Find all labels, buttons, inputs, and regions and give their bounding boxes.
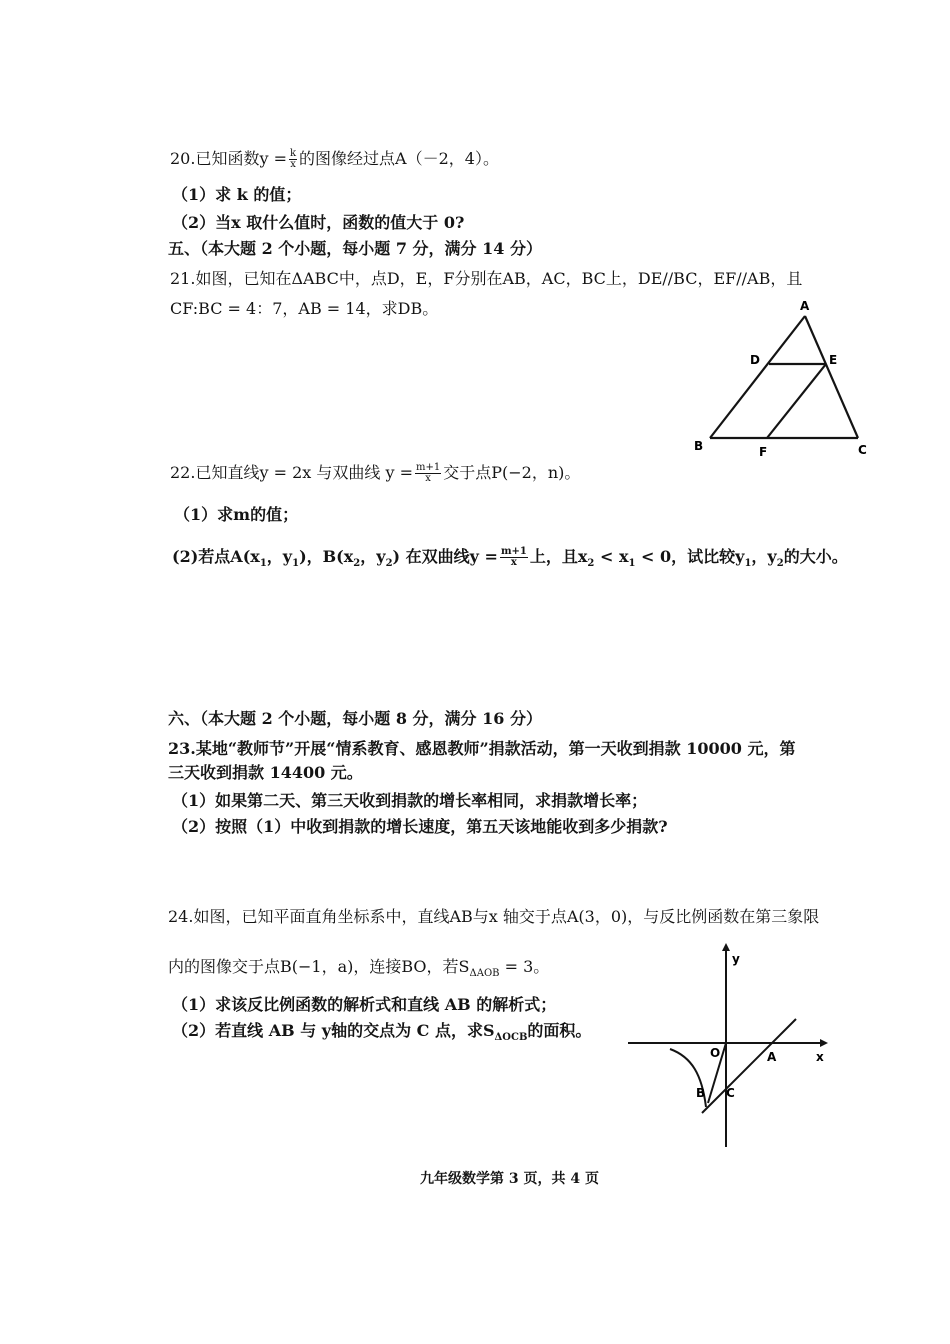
q22-sub1: （1）求m的值； — [174, 505, 299, 524]
q23-sub2: （2）按照（1）中收到捐款的增长速度，第五天该地能收到多少捐款? — [172, 817, 668, 836]
q23-line2: 三天收到捐款 14400 元。 — [168, 763, 363, 782]
q20-sub1: （1）求 k 的值； — [172, 185, 302, 204]
label-y: y — [732, 952, 740, 966]
label-a: A — [767, 1050, 777, 1064]
q22-sub2 — [172, 546, 848, 575]
q22-sub2-part: ，y — [751, 547, 777, 566]
subscript: 2 — [587, 558, 595, 570]
q21-triangle-figure — [680, 298, 880, 463]
subscript: 1 — [744, 558, 752, 570]
subscript: ΔAOB — [469, 968, 500, 980]
label-x: x — [816, 1050, 824, 1064]
x-axis-arrow-icon — [820, 1039, 828, 1047]
q22-sub2-part: (2)若点A — [172, 547, 243, 566]
q20-text-post: 的图像经过点A（－2，4）。 — [299, 149, 499, 168]
q24-line2-part: 内的图像交于点B(−1，a)，连接BO，若S — [168, 957, 470, 976]
q20-stem — [170, 148, 499, 170]
fraction-denominator: x — [290, 159, 296, 170]
q20-text-pre: 20.已知函数y = — [170, 149, 287, 168]
q22-stem — [170, 462, 580, 484]
fraction-denominator: x — [425, 473, 431, 484]
fraction-k-over-x — [289, 149, 297, 170]
q21-line2: CF:BC = 4：7，AB = 14，求DB。 — [170, 299, 439, 318]
label-c: C — [726, 1086, 735, 1100]
q22-sub2-part: ，y — [266, 547, 293, 566]
fraction-numerator: m+1 — [500, 546, 527, 557]
q24-line2-part: = 3。 — [499, 957, 550, 976]
subscript: 2 — [776, 558, 784, 570]
q22-sub2-part: 的大小。 — [783, 547, 848, 566]
fraction-m-plus-1-over-x — [415, 463, 441, 484]
fraction-denominator: x — [510, 557, 517, 568]
subscript: 1 — [292, 558, 300, 570]
q22-text-pre: 22.已知直线y = 2x 与双曲线 y = — [170, 463, 413, 482]
q24-line1: 24.如图，已知平面直角坐标系中，直线AB与x 轴交于点A(3，0)，与反比例函数在第三象限 — [168, 907, 820, 926]
q24-sub2-part: 的面积。 — [527, 1021, 592, 1040]
q22-sub2-part: ，y — [360, 547, 386, 566]
label-c: C — [858, 443, 867, 457]
q20-sub2: （2）当x 取什么值时，函数的值大于 0? — [172, 213, 465, 232]
segment-ef — [767, 364, 826, 438]
q22-sub2-part: ) 在双曲线y = — [392, 547, 498, 566]
section-6-heading: 六、（本大题 2 个小题，每小题 8 分，满分 16 分） — [168, 709, 542, 728]
q22-sub2-part: )，B(x — [299, 547, 354, 566]
subscript: 2 — [385, 558, 393, 570]
label-o: O — [710, 1046, 721, 1060]
q24-coordinate-figure — [620, 935, 840, 1155]
q21-line1: 21.如图，已知在ΔABC中，点D，E，F分别在AB，AC，BC上，DE//BC，EF//AB，且 — [170, 269, 803, 288]
subscript: 2 — [353, 558, 361, 570]
y-axis-arrow-icon — [722, 943, 730, 951]
q22-sub2-part: < 0，试比较y — [635, 547, 745, 566]
subscript: 1 — [628, 558, 636, 570]
label-d: D — [750, 353, 760, 367]
side-ab — [710, 316, 805, 438]
label-f: F — [759, 445, 768, 459]
q23-sub1: （1）如果第二天、第三天收到捐款的增长率相同，求捐款增长率； — [172, 791, 648, 810]
section-5-heading: 五、（本大题 2 个小题，每小题 7 分，满分 14 分） — [168, 239, 542, 258]
label-b: B — [696, 1086, 706, 1100]
fraction-m-plus-1-over-x — [500, 547, 528, 568]
line-ab — [702, 1019, 796, 1113]
subscript: ΔOCB — [494, 1032, 528, 1044]
q24-sub1: （1）求该反比例函数的解析式和直线 AB 的解析式； — [172, 995, 557, 1014]
q24-sub2-part: （2）若直线 AB 与 y轴的交点为 C 点，求S — [172, 1021, 495, 1040]
label-b: B — [694, 439, 704, 453]
q24-line2 — [168, 956, 549, 985]
label-a: A — [800, 299, 810, 313]
q24-sub2 — [172, 1020, 591, 1049]
fraction-numerator: k — [289, 148, 297, 159]
q22-sub2-part: < x — [594, 547, 629, 566]
q22-sub2-part: 上，且x — [529, 547, 588, 566]
q22-text-post: 交于点P(−2，n)。 — [443, 463, 581, 482]
side-ac — [805, 316, 858, 438]
label-e: E — [829, 353, 838, 367]
fraction-numerator: m+1 — [415, 462, 441, 473]
page-footer: 九年级数学第 3 页，共 4 页 — [420, 1171, 599, 1187]
q23-line1: 23.某地“教师节”开展“情系教育、感恩教师”捐款活动，第一天收到捐款 10000 元，第 — [168, 739, 796, 758]
subscript: 1 — [259, 558, 267, 570]
q22-sub2-part: (x — [242, 547, 260, 566]
